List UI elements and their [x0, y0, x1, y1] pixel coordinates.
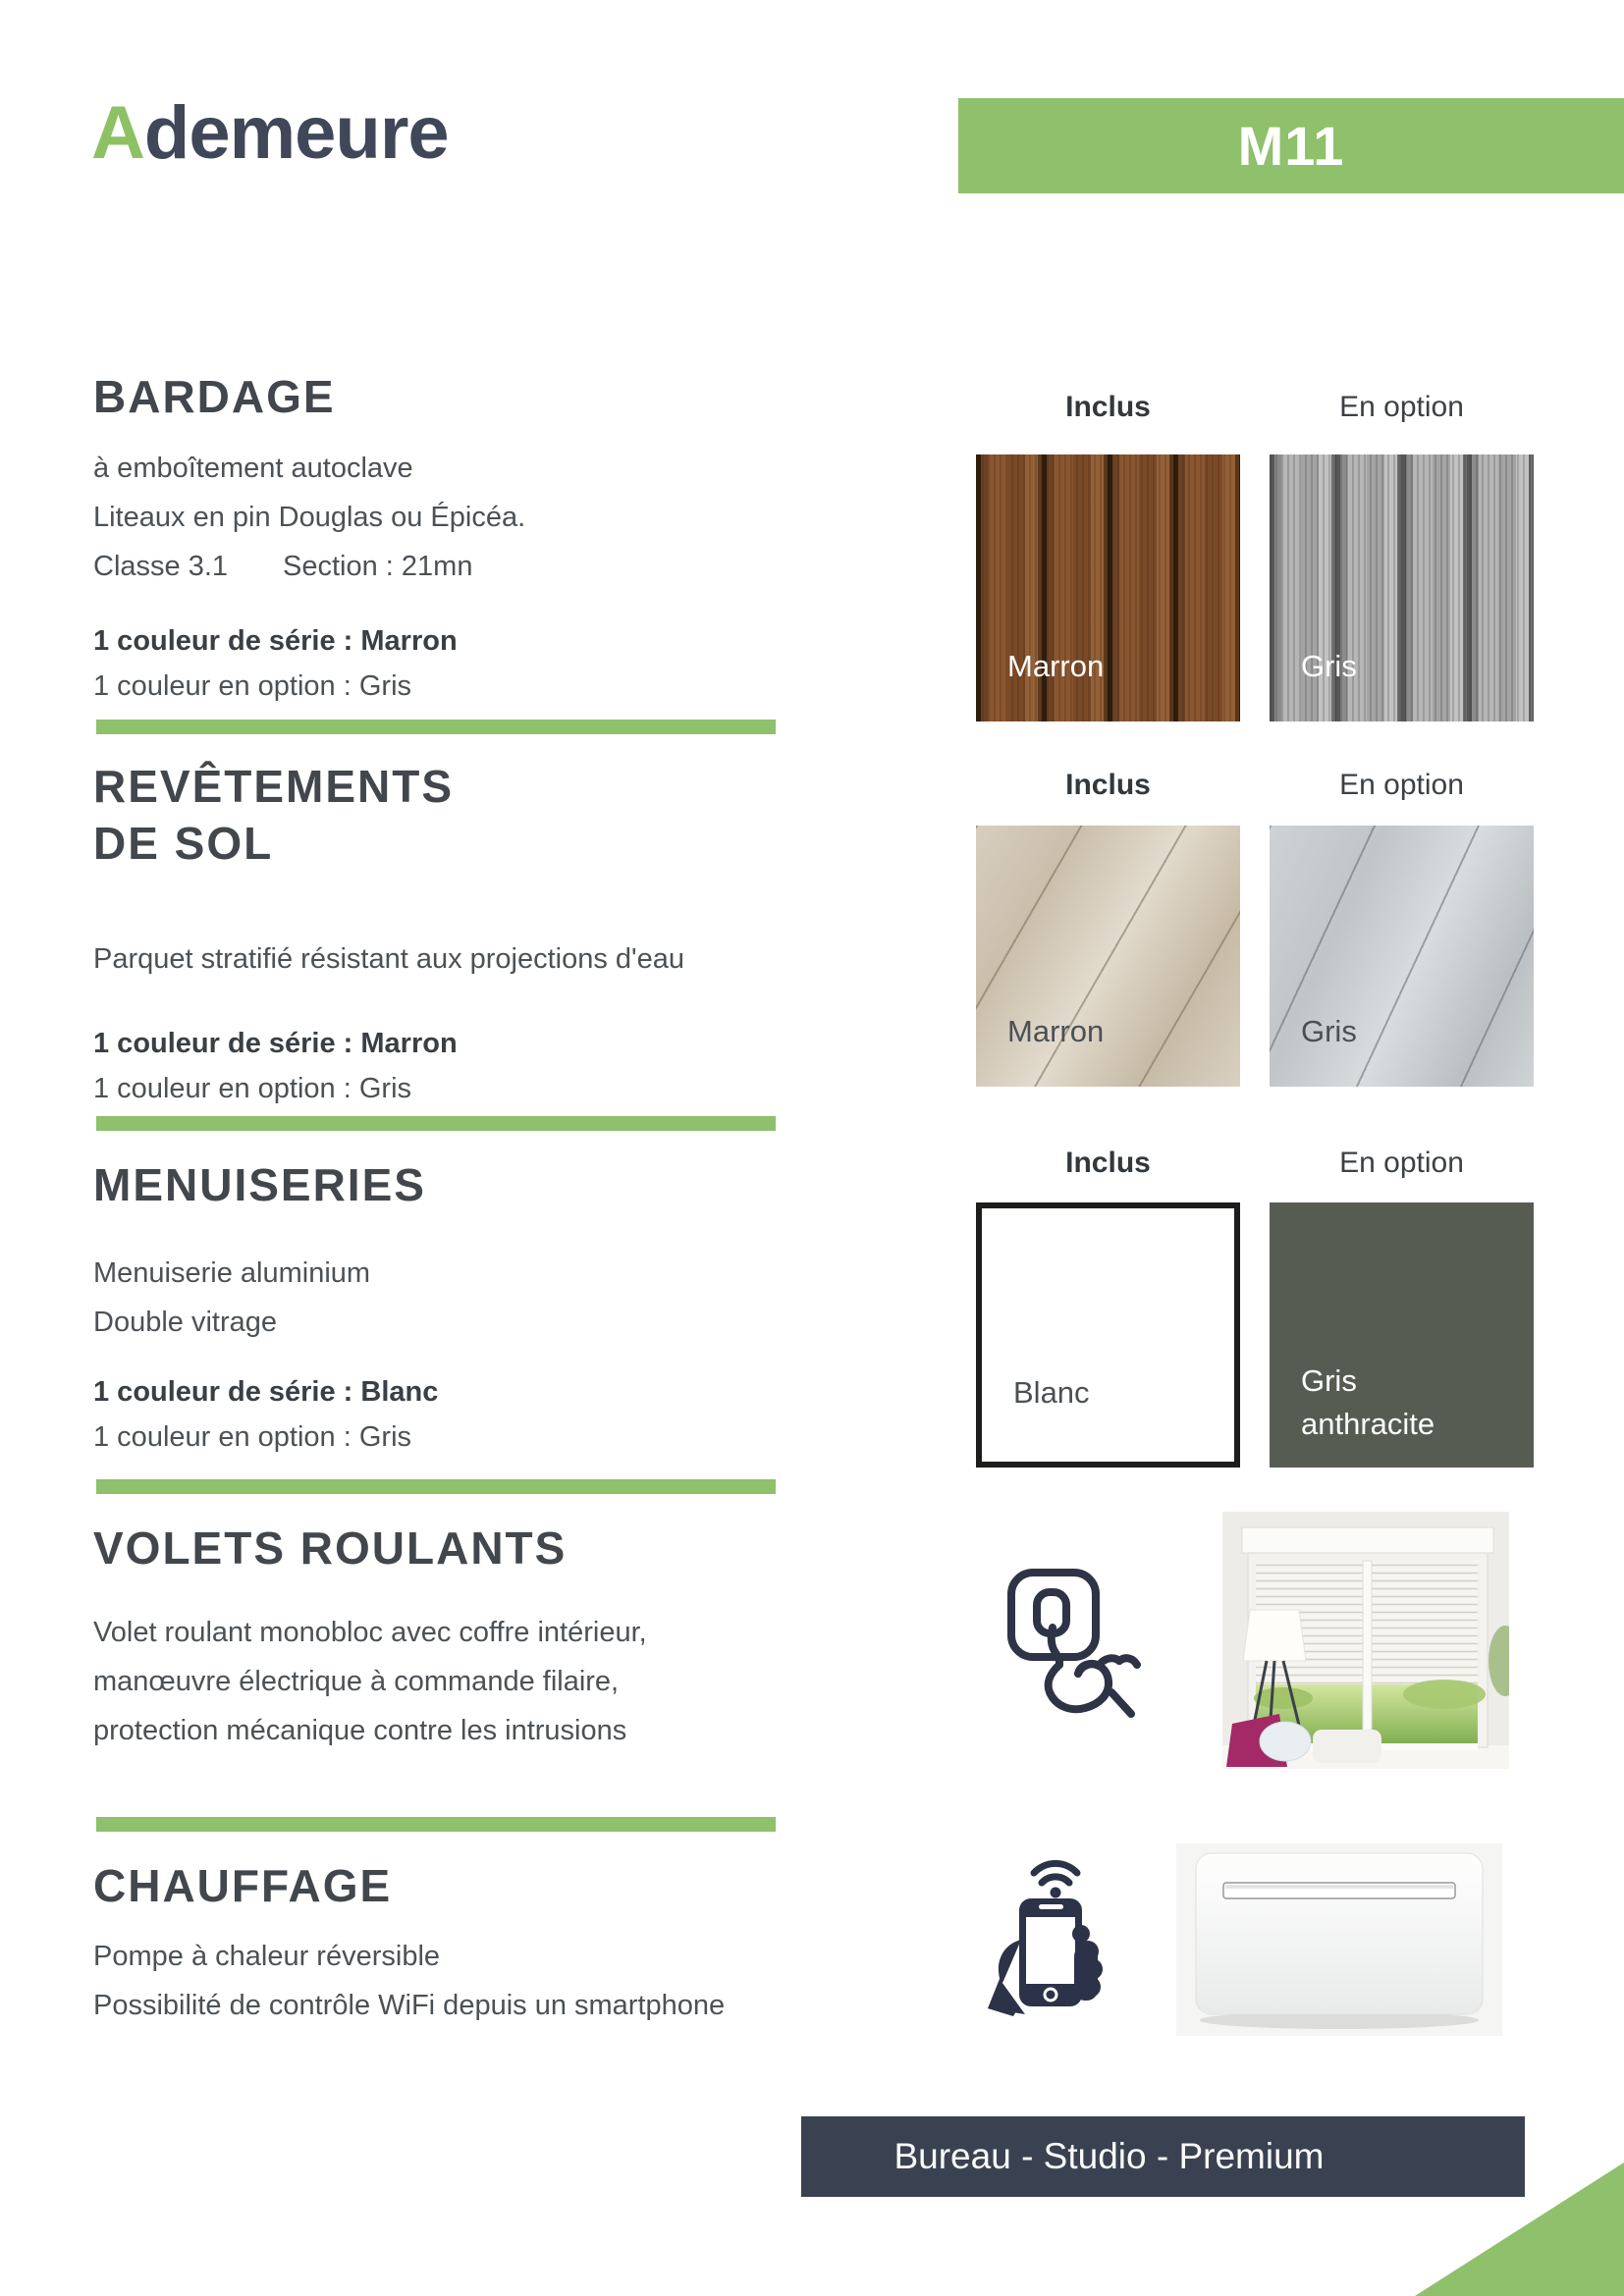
- bardage-included-label: Inclus: [1065, 391, 1151, 423]
- revetements-color-options: [93, 1021, 458, 1111]
- green-divider: [96, 720, 776, 734]
- brand-logo: [91, 90, 449, 176]
- finger-press-switch-icon: [1001, 1563, 1151, 1728]
- model-code: M11: [1237, 115, 1345, 177]
- revetements-included-label: Inclus: [1065, 769, 1151, 801]
- bardage-description: [93, 444, 525, 591]
- shutter-right: [1368, 1561, 1478, 1684]
- shutter-box: [1242, 1527, 1493, 1553]
- chauffage-line-1: Pompe à chaleur réversible: [93, 1941, 441, 1972]
- brand-logo-accent-letter: A: [91, 91, 144, 175]
- floor-swatch-marron: [976, 826, 1240, 1087]
- bardage-serie-color: 1 couleur de série : Marron: [93, 625, 458, 657]
- bardage-option-color: 1 couleur en option : Gris: [93, 670, 412, 702]
- revetements-option-color: 1 couleur en option : Gris: [93, 1073, 412, 1104]
- smartphone-wifi-hand-icon: [980, 1842, 1132, 2018]
- menuiseries-line-2: Double vitrage: [93, 1307, 277, 1338]
- bardage-swatch-marron: [976, 454, 1240, 721]
- revetements-serie-color: 1 couleur de série : Marron: [93, 1028, 458, 1059]
- roller-shutter-window-photo: [1222, 1512, 1509, 1769]
- bardage-color-options: [93, 618, 458, 709]
- bardage-line-2: Liteaux en pin Douglas ou Épicéa.: [93, 502, 526, 533]
- section-title-chauffage: CHAUFFAGE: [93, 1860, 393, 1911]
- bardage-line-3: Classe 3.1 Section : 21mn: [93, 551, 473, 582]
- section-title-bardage: BARDAGE: [93, 371, 336, 422]
- range-label: Bureau - Studio - Premium: [893, 2136, 1325, 2176]
- volets-line-1: Volet roulant monobloc avec coffre intérieur,: [93, 1617, 647, 1648]
- green-divider: [96, 1817, 776, 1832]
- menuiseries-included-label: Inclus: [1065, 1147, 1151, 1179]
- menuiseries-swatch-blanc: [976, 1202, 1240, 1468]
- model-code-banner: [958, 98, 1624, 193]
- chauffage-line-2: Possibilité de contrôle WiFi depuis un smartphone: [93, 1990, 726, 2021]
- menuiseries-line-1: Menuiserie aluminium: [93, 1257, 371, 1289]
- menuiseries-option-label: En option: [1339, 1147, 1464, 1179]
- menuiseries-swatch-anthracite: [1270, 1202, 1534, 1468]
- menuiseries-description: [93, 1249, 370, 1347]
- green-divider: [96, 1116, 776, 1131]
- revetements-option-label: En option: [1339, 769, 1464, 801]
- menuiseries-color-options: [93, 1369, 438, 1460]
- section-title-menuiseries: MENUISERIES: [93, 1159, 426, 1210]
- revetements-line-1: Parquet stratifié résistant aux projections d'eau: [93, 943, 684, 975]
- bardage-swatch-gris: [1270, 454, 1534, 721]
- green-divider: [96, 1479, 776, 1494]
- bardage-swatch-marron-label: Marron: [1007, 649, 1105, 683]
- volets-description: [93, 1608, 647, 1755]
- bench: [1313, 1730, 1381, 1763]
- bardage-option-label: En option: [1339, 391, 1464, 423]
- chauffage-description: [93, 1932, 725, 2030]
- floor-swatch-gris-label: Gris: [1301, 1014, 1357, 1048]
- menuiseries-swatch-blanc-label: Blanc: [1013, 1375, 1090, 1410]
- menuiseries-serie-color: 1 couleur de série : Blanc: [93, 1376, 439, 1408]
- heat-pump-unit-photo: [1176, 1843, 1502, 2036]
- range-footer-banner: [801, 2116, 1525, 2197]
- volets-line-2: manœuvre électrique à commande filaire,: [93, 1666, 620, 1697]
- floor-swatch-gris: [1270, 826, 1534, 1087]
- heat-pump-body: [1196, 1853, 1483, 2014]
- menuiseries-option-color: 1 couleur en option : Gris: [93, 1421, 412, 1453]
- floor-swatch-marron-label: Marron: [1007, 1014, 1105, 1048]
- revetements-description: [93, 934, 684, 984]
- blanket: [1260, 1722, 1311, 1761]
- brand-logo-rest: demeure: [143, 91, 449, 175]
- floor-lamp-shade: [1243, 1610, 1306, 1661]
- volets-line-3: protection mécanique contre les intrusions: [93, 1715, 627, 1746]
- section-title-revetements: REVÊTEMENTS DE SOL: [93, 761, 455, 869]
- section-title-volets: VOLETS ROULANTS: [93, 1522, 568, 1574]
- bardage-line-1: à emboîtement autoclave: [93, 453, 413, 484]
- menuiseries-swatch-anthracite-label: Gris anthracite: [1301, 1363, 1435, 1441]
- bardage-swatch-gris-label: Gris: [1301, 649, 1357, 683]
